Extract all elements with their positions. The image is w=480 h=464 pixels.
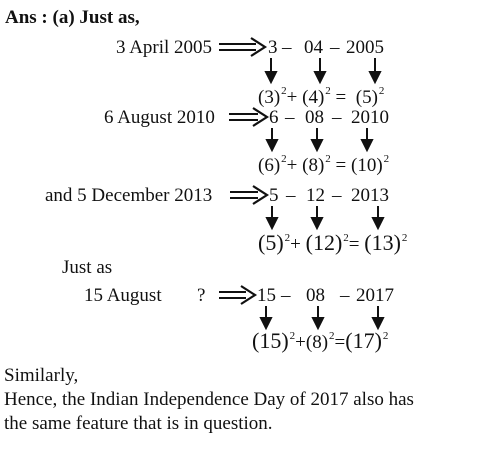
row4-eq-a-exp: 2: [289, 330, 296, 342]
row1-date-month: 04: [304, 37, 323, 58]
row2-label: 6 August 2010: [104, 107, 215, 128]
row2-eq-equals: =: [335, 155, 347, 176]
row1-dash-1: –: [282, 37, 292, 58]
row4-dash-1: –: [281, 285, 291, 306]
row4-eq-plus: +: [295, 332, 306, 353]
double-arrow-icon: [219, 38, 265, 56]
row3-date-month: 12: [306, 185, 325, 206]
double-arrow-icon: [229, 108, 267, 126]
row2-eq-c: (10): [351, 155, 383, 176]
row1-eq-a-exp: 2: [281, 85, 287, 97]
down-arrow-icon: [266, 58, 276, 82]
row4-date-day: 15: [257, 285, 276, 306]
row3-label: and 5 December 2013: [45, 185, 213, 206]
down-arrow-icon: [267, 128, 277, 150]
row3-date-year: 2013: [351, 185, 389, 206]
down-arrow-icon: [315, 58, 325, 82]
row3-eq-c: (13): [364, 230, 401, 255]
row4-label: 15 August: [84, 285, 162, 306]
row1-dash-2: –: [330, 37, 340, 58]
row2-date-day: 6: [269, 107, 279, 128]
row3-dash-1: –: [286, 185, 296, 206]
row1-date-day: 3: [268, 37, 278, 58]
row1-label: 3 April 2005: [116, 37, 213, 58]
row4-eq-c: (17): [345, 328, 382, 353]
row4-dash-2: –: [340, 285, 350, 306]
row2-eq-plus: +: [286, 155, 298, 176]
row3-eq-b: (12): [305, 230, 343, 255]
down-arrow-icon: [312, 128, 322, 150]
row1-eq-c-exp: 2: [378, 85, 385, 97]
row1-eq-plus: +: [286, 87, 298, 108]
row4-date-year: 2017: [356, 285, 394, 306]
answer-option: (a): [52, 7, 75, 28]
down-arrow-icon: [267, 206, 277, 228]
down-arrow-icon: [373, 306, 383, 328]
row1-eq-c: (5): [355, 87, 378, 108]
row3-eq-plus: +: [290, 234, 301, 255]
row3-eq-a: (5): [258, 230, 284, 255]
row1-eq-b-exp: 2: [325, 85, 331, 97]
row2-eq-a-exp: 2: [281, 153, 287, 165]
row3-dash-2: –: [332, 185, 342, 206]
row4-eq-equals: =: [334, 332, 346, 353]
row2-date-month: 08: [305, 107, 324, 128]
conclusion-line-2: the same feature that is in question.: [4, 413, 273, 434]
row2-eq-a: (6): [258, 155, 281, 176]
row3-eq-equals: =: [348, 234, 360, 255]
down-arrow-icon: [313, 306, 323, 328]
answer-label: Ans :: [5, 7, 53, 28]
row2-dash-1: –: [285, 107, 295, 128]
down-arrow-icon: [362, 128, 372, 150]
row4-eq-a: (15): [252, 328, 289, 353]
row1-date-year: 2005: [346, 37, 384, 58]
row3-eq-a-exp: 2: [284, 232, 291, 244]
down-arrow-icon: [312, 206, 322, 228]
double-arrow-icon: [230, 186, 267, 204]
row4-date-month: 08: [306, 285, 325, 306]
row1-eq-a: (3): [258, 87, 281, 108]
row3-date-day: 5: [269, 185, 279, 206]
row2-eq-b: (8): [302, 155, 325, 176]
row4-question: ?: [197, 285, 206, 306]
double-arrow-icon: [219, 286, 255, 304]
down-arrow-icon: [370, 58, 380, 82]
row2-eq-b-exp: 2: [325, 153, 331, 165]
just-as-text: Just as: [62, 257, 113, 278]
similarly-text: Similarly,: [4, 365, 79, 386]
row1-eq-b: (4): [302, 87, 325, 108]
conclusion-line-1: Hence, the Indian Independence Day of 2017 also has: [4, 389, 414, 410]
row2-eq-c-exp: 2: [383, 153, 390, 165]
row3-eq-b-exp: 2: [343, 232, 349, 244]
row2-date-year: 2010: [351, 107, 389, 128]
row2-dash-2: –: [332, 107, 342, 128]
down-arrow-icon: [373, 206, 383, 228]
row1-eq-equals: =: [335, 87, 347, 108]
row4-eq-b-exp: 2: [329, 330, 335, 342]
row4-eq-c-exp: 2: [382, 330, 389, 342]
down-arrow-icon: [261, 306, 271, 328]
row4-eq-b: (8): [305, 332, 329, 353]
row3-eq-c-exp: 2: [401, 232, 408, 244]
answer-intro: Just as,: [74, 7, 140, 28]
